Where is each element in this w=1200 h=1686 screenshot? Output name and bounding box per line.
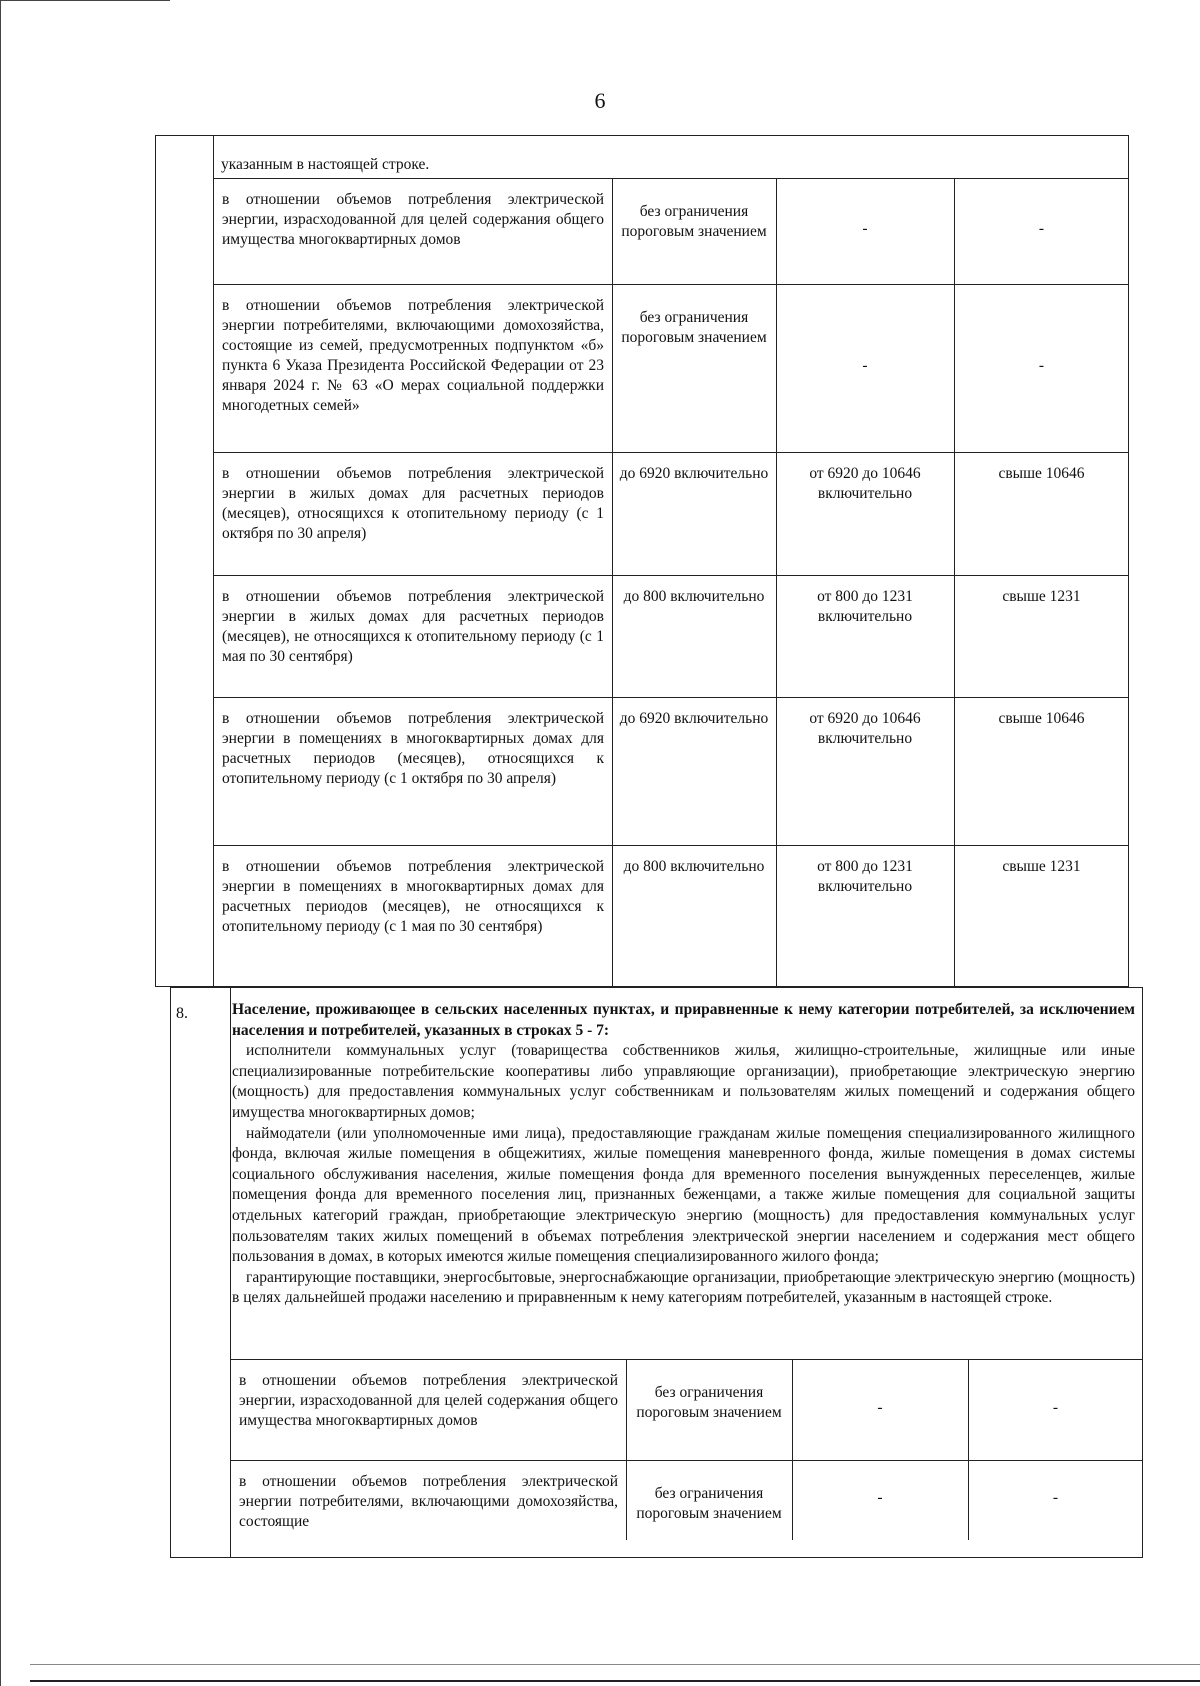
row-threshold-3: свыше 1231	[1002, 858, 1081, 875]
column-divider	[792, 1460, 793, 1540]
column-divider	[612, 284, 613, 452]
page-number: 6	[594, 88, 606, 113]
row-threshold-2: -	[877, 1399, 883, 1416]
page-edge-bottom	[30, 1680, 1200, 1682]
column-divider	[968, 1359, 969, 1460]
row-threshold-2: -	[877, 1489, 883, 1506]
section8-paragraph-2: наймодатели (или уполномоченные ими лица), предоставляющие гражданам жилые помещения специализированного жилищного фонда, включая жилые помещения в общежитиях, жилые помещения маневренного фонда, жилые помещения в домах системы социального обслуживания населения, жилые помещения фонда для временного поселения вынужденных переселенцев, жилые помещения фонда для временного поселения лиц, признанных беженцами, а также жилые помещения для социальной защиты отдельных категорий граждан, приобретающие электрическую энергию (мощность) для предоставления коммунальных услуг пользователям таких жилых помещений в объемах потребления электрической энергии населением и содержания мест общего пользования в домах, в которых имеются жилые помещения специализированного жилого фонда;	[232, 1124, 1135, 1266]
column-divider	[776, 178, 777, 284]
top-number-column-border	[213, 135, 214, 987]
column-divider	[954, 697, 955, 845]
row-threshold-1: без ограничения пороговым значением	[636, 1384, 782, 1421]
row-divider	[213, 575, 1129, 576]
column-divider	[776, 284, 777, 452]
column-divider	[612, 845, 613, 987]
row-divider	[230, 1460, 1143, 1461]
column-divider	[776, 452, 777, 575]
column-divider	[776, 697, 777, 845]
column-divider	[954, 845, 955, 987]
row-threshold-2: от 800 до 1231 включительно	[817, 858, 913, 895]
row-description: в отношении объемов потребления электрической энергии, израсходованной для целей содержания общего имущества многоквартирных домов	[222, 191, 604, 248]
row-divider	[213, 845, 1129, 846]
row-divider	[213, 178, 1129, 179]
row-description: в отношении объемов потребления электрической энергии в жилых домах для расчетных периодов (месяцев), относящихся к отопительному периоду (с 1 октября по 30 апреля)	[222, 465, 604, 542]
section8-number-column-border	[230, 987, 231, 1558]
row-threshold-2: от 800 до 1231 включительно	[817, 588, 913, 625]
row-threshold-3: свыше 10646	[998, 465, 1085, 482]
row-threshold-1: без ограничения пороговым значением	[621, 309, 767, 346]
page-edge-left	[0, 0, 1, 1686]
row-threshold-3: -	[1038, 220, 1045, 237]
column-divider	[612, 575, 613, 697]
row-description: в отношении объемов потребления электрической энергии потребителями, включающими домохозяйства, состоящие	[239, 1473, 618, 1530]
column-divider	[612, 178, 613, 284]
column-divider	[954, 452, 955, 575]
page-edge-top	[0, 0, 170, 1]
section8-paragraph-1: исполнители коммунальных услуг (товарищества собственников жилья, жилищно-строительные, жилищные или иные специализированные потребительские кооперативы либо управляющие организации), приобретающие электрическую энергию (мощность) для предоставления коммунальных услуг собственникам и пользователям жилых помещений и содержания общего имущества многоквартирных домов;	[232, 1042, 1135, 1121]
row-description: в отношении объемов потребления электрической энергии потребителями, включающими домохозяйства, состоящие из семей, предусмотренных подпунктом «б» пункта 6 Указа Президента Российской Федерации от 23 января 2024 г. № 63 «О мерах социальной поддержки многодетных семей»	[222, 297, 604, 414]
row-description: в отношении объемов потребления электрической энергии, израсходованной для целей содержания общего имущества многоквартирных домов	[239, 1372, 618, 1429]
row-threshold-1: до 800 включительно	[623, 588, 765, 605]
row-divider	[213, 452, 1129, 453]
column-divider	[626, 1359, 627, 1460]
row-description: в отношении объемов потребления электрической энергии в жилых домах для расчетных периодов (месяцев), не относящихся к отопительному периоду (с 1 мая по 30 сентября)	[222, 588, 604, 665]
row-threshold-1: без ограничения пороговым значением	[621, 203, 767, 240]
column-divider	[612, 697, 613, 845]
row-description: в отношении объемов потребления электрической энергии в помещениях в многоквартирных домах для расчетных периодов (месяцев), не относящихся к отопительному периоду (с 1 мая по 30 сентября)	[222, 858, 604, 935]
row-divider	[213, 697, 1129, 698]
row-threshold-1: без ограничения пороговым значением	[636, 1485, 782, 1522]
row-threshold-3: -	[1052, 1399, 1059, 1416]
row-threshold-1: до 800 включительно	[623, 858, 765, 875]
page-edge-bottom-inner	[30, 1664, 1200, 1665]
column-divider	[954, 178, 955, 284]
row-divider	[213, 284, 1129, 285]
column-divider	[626, 1460, 627, 1540]
section8-paragraph-3: гарантирующие поставщики, энергосбытовые, энергоснабжающие организации, приобретающие электрическую энергию (мощность) в целях дальнейшей продажи населению и приравненным к нему категориям потребителей, указанным в настоящей строке.	[232, 1268, 1135, 1307]
row-threshold-1: до 6920 включительно	[619, 710, 769, 727]
row-description: в отношении объемов потребления электрической энергии в помещениях в многоквартирных домах для расчетных периодов (месяцев), относящихся к отопительному периоду (с 1 октября по 30 апреля)	[222, 710, 604, 787]
row-threshold-3: -	[1052, 1489, 1059, 1506]
row-threshold-1: до 6920 включительно	[619, 465, 769, 482]
column-divider	[968, 1460, 969, 1540]
section8-heading: Население, проживающее в сельских населенных пунктах, и приравненные к нему категории потребителей, за исключением населения и потребителей, указанных в строках 5 - 7:	[232, 1001, 1135, 1039]
section8-text	[232, 1000, 1135, 1309]
column-divider	[776, 845, 777, 987]
column-divider	[954, 575, 955, 697]
top-intro-tail: указанным в настоящей строке.	[221, 156, 430, 173]
row-threshold-3: свыше 1231	[1002, 588, 1081, 605]
row-threshold-3: -	[1038, 357, 1045, 374]
row-threshold-2: от 6920 до 10646 включительно	[809, 710, 921, 747]
section8-number: 8.	[176, 1005, 188, 1022]
column-divider	[954, 284, 955, 452]
column-divider	[612, 452, 613, 575]
column-divider	[792, 1359, 793, 1460]
row-threshold-2: -	[862, 357, 868, 374]
column-divider	[776, 575, 777, 697]
row-threshold-3: свыше 10646	[998, 710, 1085, 727]
row-threshold-2: -	[862, 220, 868, 237]
row-divider	[230, 1359, 1143, 1360]
row-threshold-2: от 6920 до 10646 включительно	[809, 465, 921, 502]
